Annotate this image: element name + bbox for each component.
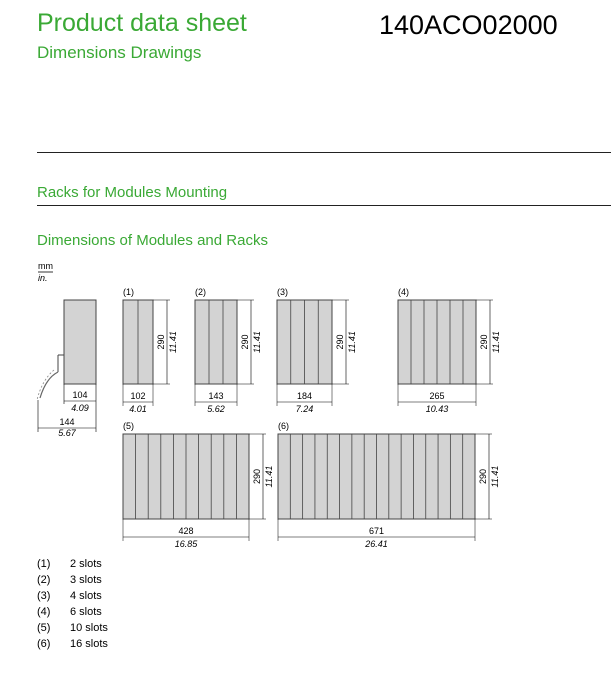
rack-4-width-mm: 265 (429, 391, 445, 401)
rack-2-height-in: 11.41 (252, 331, 262, 353)
rack-1-width-in: 4.01 (129, 404, 147, 414)
rack-2-label: (2) (195, 287, 206, 297)
legend-text: 2 slots (70, 558, 102, 570)
rack-6-label: (6) (278, 421, 289, 431)
rack-2-width-mm: 143 (208, 391, 224, 401)
legend-text: 16 slots (70, 638, 108, 650)
cable-curve (40, 372, 58, 398)
legend-index: (2) (37, 574, 51, 586)
rack-6-width-mm: 671 (368, 526, 385, 536)
page-subtitle: Dimensions Drawings (37, 43, 202, 62)
legend-text: 10 slots (70, 622, 108, 634)
rack-1-width-mm: 102 (130, 391, 146, 401)
legend-item (37, 556, 108, 572)
legend-index: (4) (37, 606, 51, 618)
rack-6-width-in: 26.41 (365, 539, 388, 549)
rack-3-label: (3) (277, 287, 288, 297)
slots-legend (37, 556, 108, 652)
legend-item (37, 604, 108, 620)
rack-4-label: (4) (398, 287, 409, 297)
rack-6-height-mm: 290 (478, 468, 488, 485)
rack-2-width-in: 5.62 (207, 404, 225, 414)
unit-mm-label: mm (38, 261, 53, 271)
rack-3-width-in: 7.24 (295, 404, 314, 414)
rack-3-height-mm: 290 (335, 334, 345, 350)
module-total-mm: 144 (59, 417, 75, 427)
section-title: Racks for Modules Mounting (37, 184, 228, 201)
product-reference: 140ACO02000 (379, 10, 558, 40)
page-title: Product data sheet (37, 9, 247, 37)
legend-index: (1) (37, 558, 51, 570)
rack-5-width-mm: 428 (178, 526, 194, 536)
rack-4-height-mm: 290 (479, 334, 489, 350)
rack-1-height-mm: 290 (156, 334, 166, 350)
rack-2-height-mm: 290 (240, 334, 250, 350)
legend-text: 6 slots (70, 606, 102, 618)
rack-4-width-in: 10.43 (425, 404, 449, 414)
unit-in-label: in. (38, 273, 48, 283)
legend-index: (3) (37, 590, 51, 602)
rack-1-label: (1) (123, 287, 134, 297)
rack-5-height-in: 11.41 (264, 465, 274, 488)
legend-text: 4 slots (70, 590, 102, 602)
legend-text: 3 slots (70, 574, 102, 586)
module-depth-in: 4.09 (71, 403, 89, 413)
rack-5-label: (5) (123, 421, 134, 431)
rack-3-width-mm: 184 (296, 391, 313, 401)
module-side-view (64, 300, 96, 384)
rack-2-body (195, 300, 237, 384)
subsection-title: Dimensions of Modules and Racks (37, 232, 268, 249)
module-total-in: 5.67 (58, 428, 76, 438)
rack-6-height-in: 11.41 (490, 465, 500, 488)
rack-5-width-in: 16.85 (174, 539, 198, 549)
legend-index: (6) (37, 638, 51, 650)
rack-3-height-in: 11.41 (347, 331, 357, 353)
legend-item (37, 636, 108, 652)
legend-item (37, 588, 108, 604)
legend-index: (5) (37, 622, 51, 634)
rack-5-height-mm: 290 (252, 468, 262, 485)
rack-4-height-in: 11.41 (491, 331, 501, 353)
legend-item (37, 620, 108, 636)
module-depth-mm: 104 (72, 390, 88, 400)
legend-item (37, 572, 108, 588)
rack-1-height-in: 11.41 (168, 331, 178, 353)
